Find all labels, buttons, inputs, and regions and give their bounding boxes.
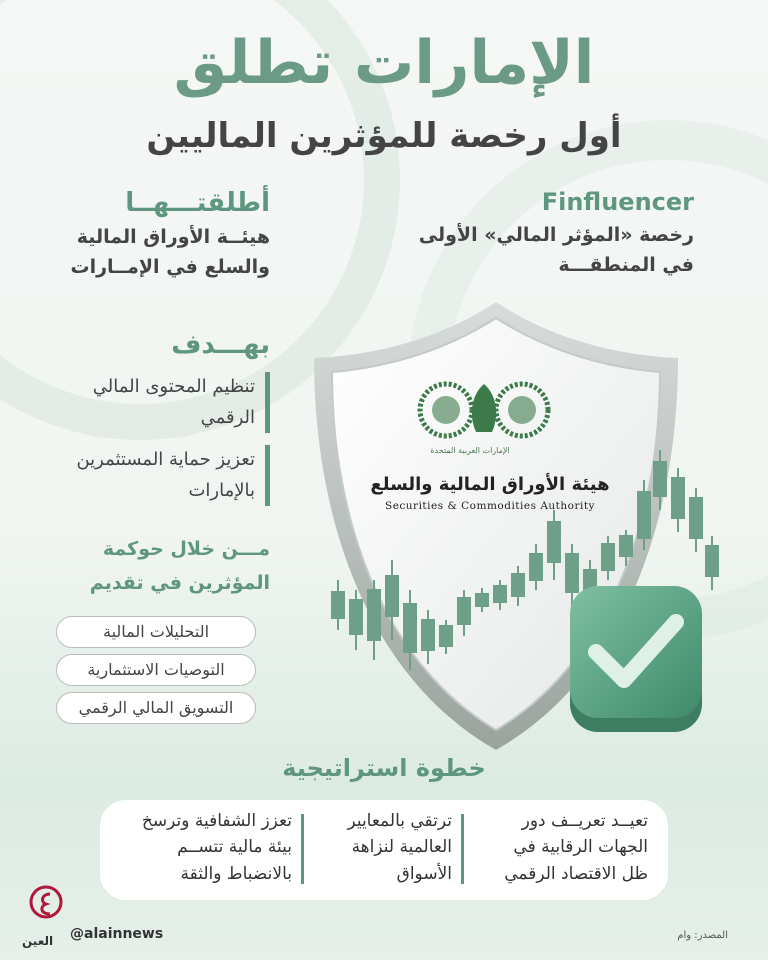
launched-block — [40, 188, 270, 278]
page-title: الإمارات تطلق — [173, 28, 595, 98]
finfluencer-line-2: في المنطقـــة — [558, 254, 694, 276]
emblem-caption: الإمارات العربية المتحدة — [430, 446, 510, 455]
strategy-text: الجهات الرقابية في — [513, 837, 648, 858]
strategy-column — [478, 808, 648, 887]
through-line-2: المؤثرين في تقديم — [89, 572, 270, 595]
alain-logo-icon — [28, 884, 64, 936]
strategy-text: الأسواق — [396, 863, 452, 884]
finfluencer-heading: Finfluencer — [541, 188, 694, 216]
launched-line-2: والسلع في الإمــارات — [70, 256, 270, 278]
authority-name-en: Securities & Commodities Authority — [385, 500, 595, 512]
finfluencer-block — [394, 188, 694, 276]
through-line-1: مـــن خلال حوكمة — [102, 538, 270, 560]
service-pill: التوصيات الاستثمارية — [56, 654, 256, 686]
strategy-heading: خطوة استراتيجية — [282, 754, 486, 782]
logo-text: العين — [22, 934, 54, 948]
strategy-text: بالانضباط والثقة — [180, 863, 292, 884]
strategy-divider — [301, 814, 304, 884]
strategy-text: تعيــد تعريــف دور — [521, 811, 648, 831]
goal-block — [40, 330, 270, 506]
goal-heading: بهـــدف — [171, 330, 270, 360]
strategy-column — [112, 808, 292, 887]
social-handle: @alainnews — [70, 926, 164, 942]
finfluencer-line-1: رخصة «المؤثر المالي» الأولى — [418, 224, 694, 246]
goal-item: تنظيم المحتوى المالي الرقمي — [40, 372, 270, 433]
authority-name-ar: هيئة الأوراق المالية والسلع — [370, 474, 610, 495]
strategy-text: ظل الاقتصاد الرقمي — [504, 863, 648, 884]
strategy-divider — [461, 814, 464, 884]
launched-line-1: هيئــة الأوراق المالية — [76, 226, 270, 248]
authority-emblem-icon — [416, 378, 552, 446]
strategy-column — [312, 808, 452, 887]
service-pill: التسويق المالي الرقمي — [56, 692, 256, 724]
source-credit: المصدر: وام — [677, 930, 728, 941]
strategy-text: العالمية لنزاهة — [351, 837, 452, 858]
service-pill: التحليلات المالية — [56, 616, 256, 648]
goal-item: تعزيز حماية المستثمرين بالإمارات — [40, 445, 270, 506]
through-block — [40, 532, 270, 600]
strategy-text: تعزز الشفافية وترسخ — [141, 811, 292, 831]
launched-heading: أطلقتـــهــا — [125, 188, 270, 218]
strategy-text: بيئة مالية تتســم — [177, 837, 292, 858]
strategy-box — [100, 800, 668, 900]
checkmark-badge-icon — [566, 582, 706, 736]
strategy-text: ترتقي بالمعايير — [347, 811, 452, 831]
page-subtitle: أول رخصة للمؤثرين الماليين — [146, 116, 622, 156]
